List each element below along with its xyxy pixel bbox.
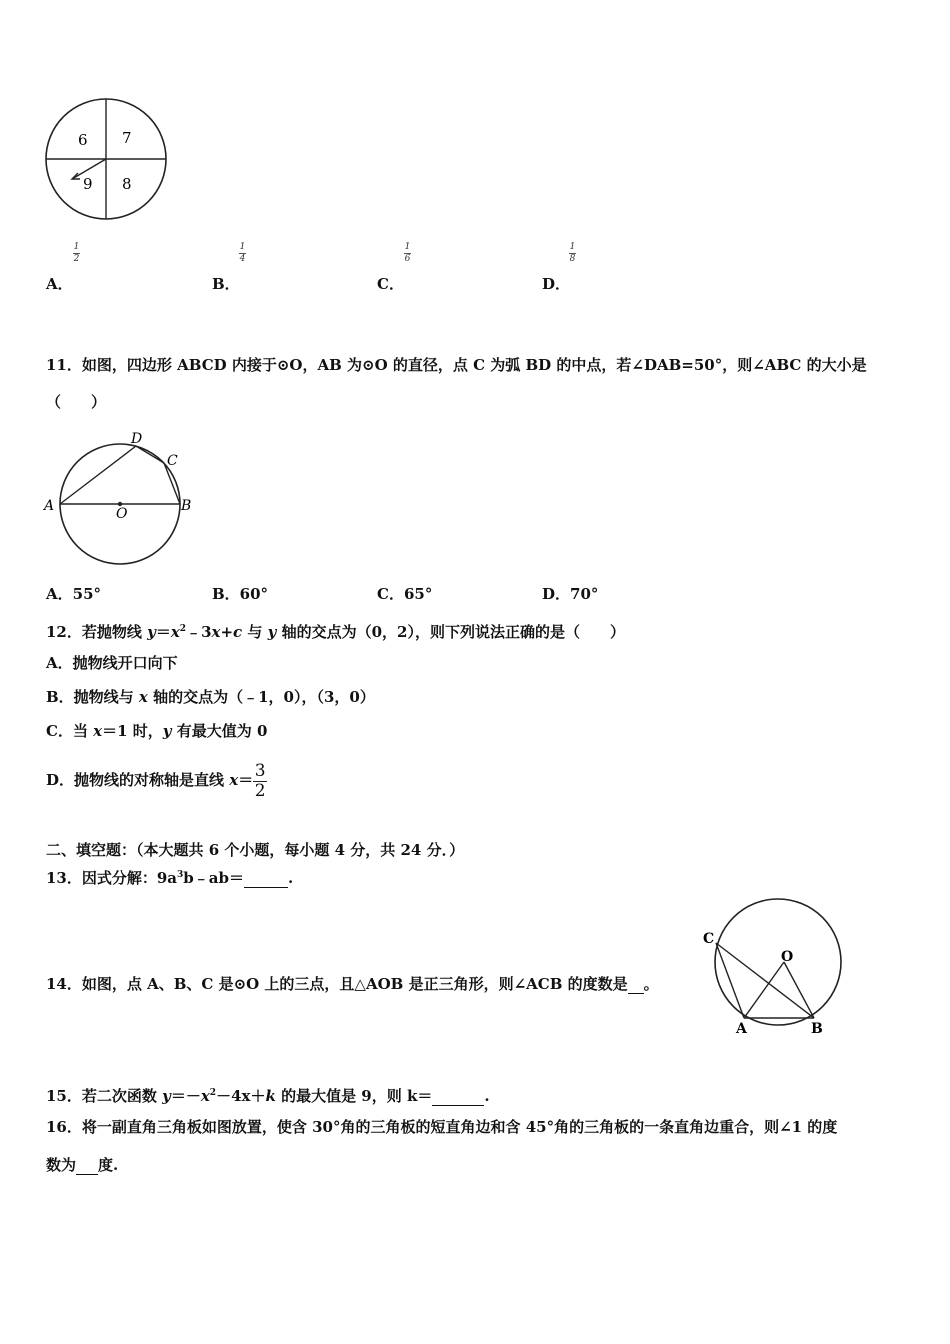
q14-label-a: A <box>736 1021 747 1037</box>
q16-stem-line2: 数为 度. <box>46 1156 119 1174</box>
q14-circle <box>715 899 841 1025</box>
q14-stem: 14．如图，点 A、B、C 是⊙O 上的三点，且△AOB 是正三角形，则∠ACB 的度数是 。 <box>46 975 659 993</box>
q11-stem-line2: （ ） <box>46 393 107 411</box>
spinner-figure <box>42 97 172 225</box>
spinner-label-9: 9 <box>83 175 93 193</box>
q14-label-b: B <box>811 1021 823 1037</box>
q11-chord-ad <box>60 446 136 504</box>
q11-label-a: A <box>44 498 55 514</box>
q11-chord-dc <box>136 446 164 463</box>
q14-label-c: C <box>703 931 715 947</box>
q13-stem: 13．因式分解：$9a^3b﹣ab=$ . <box>46 869 294 887</box>
q14-circle-figure <box>700 896 850 1038</box>
q10-option-d-label: D． <box>542 275 571 293</box>
q14-label-o: O <box>781 949 794 965</box>
q15-stem: 15．若二次函数 $y=-x^2-4x+k$ 的最大值是 9，则 k＝ . <box>46 1087 490 1105</box>
q12-option-b[interactable]: B．抛物线与 x 轴的交点为（﹣1，0），（3，0） <box>46 688 375 706</box>
q11-label-d: D <box>131 431 143 447</box>
q11-stem-line1: 11．如图，四边形 ABCD 内接于⊙O，AB 为⊙O 的直径，点 C 为弧 BD 的中点，若∠DAB=50°，则∠ABC 的大小是 <box>46 356 867 374</box>
q10-option-b-fraction: 1 4 <box>239 242 246 264</box>
q10-option-c-fraction: 1 6 <box>404 242 411 264</box>
spinner-label-7: 7 <box>122 129 132 147</box>
q11-label-c: C <box>167 453 178 469</box>
q16-answer-blank[interactable] <box>76 1158 98 1175</box>
q11-label-b: B <box>181 498 192 514</box>
q10-option-b-label: B． <box>212 275 240 293</box>
q14-radius-ob <box>784 962 814 1018</box>
q13-answer-blank[interactable] <box>244 871 288 888</box>
q11-label-o: O <box>116 506 128 522</box>
q14-answer-blank[interactable] <box>628 977 644 994</box>
q12-option-d-fraction: $\frac{3}{2}$ <box>254 760 266 801</box>
q12-stem: 12．若抛物线 $y=x^2﹣3x+c$ 与 y 轴的交点为（0，2），则下列说法正确的是（ ） <box>46 623 625 641</box>
q10-option-a-fraction: 1 2 <box>73 242 80 264</box>
q15-answer-blank[interactable] <box>432 1089 484 1106</box>
q12-option-d[interactable]: D．抛物线的对称轴是直线 x＝ $\frac{3}{2}$ <box>46 760 266 801</box>
q11-option-c[interactable]: C．65° <box>377 585 433 603</box>
section-2-heading: 二、填空题：（本大题共 6 个小题，每小题 4 分，共 24 分．） <box>46 841 465 859</box>
q11-option-b[interactable]: B．60° <box>212 585 269 603</box>
q10-option-a-label: A． <box>46 275 73 293</box>
q12-option-a[interactable]: A．抛物线开口向下 <box>46 654 178 672</box>
q11-option-d[interactable]: D．70° <box>542 585 599 603</box>
q10-option-c-label: C． <box>377 275 404 293</box>
q10-option-d-fraction: 1 8 <box>569 242 576 264</box>
q11-option-a[interactable]: A．55° <box>46 585 102 603</box>
spinner-label-6: 6 <box>78 131 88 149</box>
q16-stem-line1: 16．将一副直角三角板如图放置，使含 30°角的三角板的短直角边和含 45°角的三角板的一条直角边重合，则∠1 的度 <box>46 1118 838 1136</box>
q11-chord-cb <box>164 463 180 504</box>
spinner-label-8: 8 <box>122 175 132 193</box>
q12-option-c[interactable]: C．当 x＝1 时，y 有最大值为 0 <box>46 722 268 740</box>
q11-circle-figure <box>40 430 195 565</box>
